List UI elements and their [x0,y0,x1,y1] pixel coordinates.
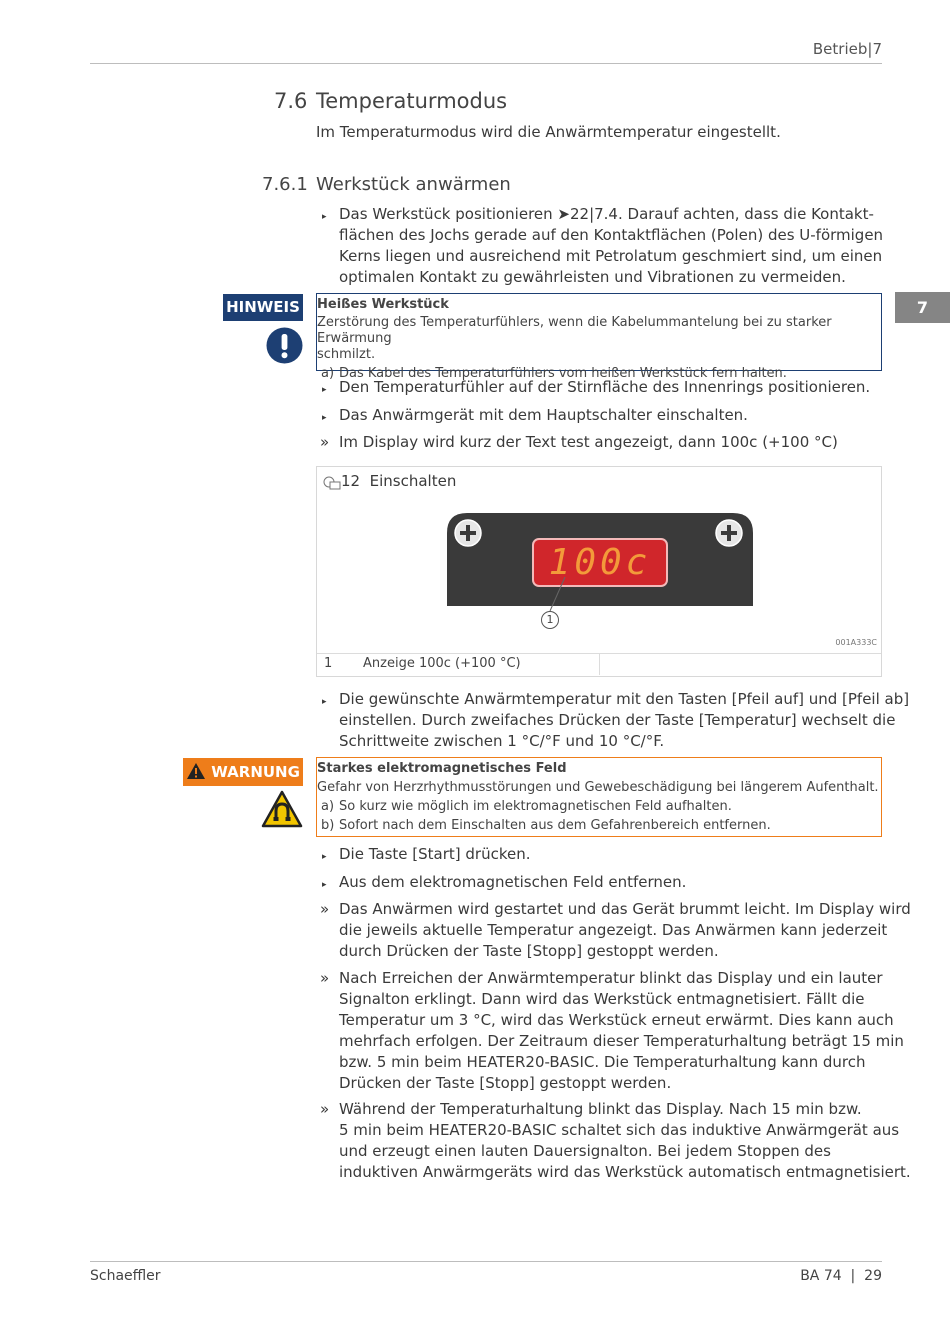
step-line: Während der Temperaturhaltung blinkt das Display. Nach 15 min bzw. [339,1100,862,1118]
running-header [813,40,882,58]
footer-doc: BA 74 [800,1268,842,1284]
result-step [316,432,882,453]
hinweis-title: Heißes Werkstück [317,297,449,312]
figure-number: 12 [341,472,361,490]
legend-number: 1 [324,656,333,671]
hinweis-badge: HINWEIS [223,294,303,321]
section-title: Temperaturmodus [316,89,508,113]
header-chapter: 7 [872,40,882,58]
bullet-marker: ▸ [322,385,327,395]
bullet-marker: ▸ [322,413,327,423]
step-line: Signalton erklingt. Dann wird das Werkstück entmagnetisiert. Fällt die [339,990,865,1008]
step-line: Temperatur um 3 °C, wird das Werkstück erneut erwärmt. Dies kann auch [339,1011,894,1029]
footer-rule [90,1261,882,1262]
step-line: Im Display wird kurz der Text test angezeigt, dann 100c (+100 °C) [339,433,838,451]
result-marker: » [320,433,330,451]
warnung-badge [183,758,303,786]
action-label: a) [321,799,335,814]
footer-page-info [800,1268,882,1284]
subsection-title: Werkstück anwärmen [316,174,511,195]
step-line: Schrittweite zwischen 1 °C/°F und 10 °C/°F. [339,732,665,750]
step-line: Drücken der Taste [Stopp] gestoppt werden. [339,1074,672,1092]
bullet-marker: ▸ [322,212,327,222]
step-line: und erzeugt einen lauten Dauersignalton. Bei jedem Stoppen des [339,1142,831,1160]
step-line: durch Drücken der Taste [Stopp] gestoppt werden. [339,942,719,960]
step-line: Die gewünschte Anwärmtemperatur mit den Tasten [Pfeil auf] und [Pfeil ab] [339,690,910,708]
bullet-marker: ▸ [322,880,327,890]
figure-callout-number: 1 [541,611,559,629]
result-step [316,899,911,962]
header-separator: | [867,40,873,58]
result-marker: » [320,900,330,918]
warnung-box [316,757,882,837]
instruction-step [316,405,882,426]
instruction-step [316,689,910,752]
step-line: induktiven Anwärmgeräts wird das Werkstück automatisch entmagnetisiert. [339,1163,911,1181]
section-number: 7.6 [274,89,308,113]
warnung-title: Starkes elektromagnetisches Feld [317,761,567,776]
legend-text: Anzeige 100c (+100 °C) [363,656,521,671]
hinweis-text-line: schmilzt. [317,347,376,362]
step-line: Nach Erreichen der Anwärmtemperatur blinkt das Display und ein lauter [339,969,883,987]
device-panel-drawing [447,513,753,606]
step-line: bzw. 5 min beim HEATER20-BASIC. Die Temperaturhaltung kann durch [339,1053,866,1071]
notice-exclamation-icon [266,327,303,364]
step-line: optimalen Kontakt zu gewährleisten und Vibrationen zu vermeiden. [339,268,846,286]
figure-caption [341,472,456,490]
plus-button-icon [716,520,742,546]
footer-page-number: 29 [864,1268,882,1284]
hinweis-text-line: Zerstörung des Temperaturfühlers, wenn die Kabelummantelung bei zu starker Erwärmung [317,315,832,346]
result-step [316,1099,911,1183]
result-marker: » [320,1100,330,1118]
chapter-side-tab: 7 [895,292,950,323]
figure-title: Einschalten [369,472,457,490]
plus-button-icon [455,520,481,546]
figure-frame [316,466,882,677]
magnetic-field-warning-icon [261,790,303,828]
action-label: a) [321,366,335,381]
instruction-step [316,377,882,398]
hinweis-box [316,293,882,381]
header-rule [90,63,882,64]
step-line: Den Temperaturfühler auf der Stirnfläche des Innenrings positionieren. [339,378,871,396]
header-section: Betrieb [812,40,868,58]
step-line: einstellen. Durch zweifaches Drücken der Taste [Temperatur] wechselt die [339,711,896,729]
step-line: 5 min beim HEATER20-BASIC schaltet sich das induktive Anwärmgerät aus [339,1121,900,1139]
warnung-action [317,797,881,816]
section-intro: Im Temperaturmodus wird die Anwärmtemperatur eingestellt. [316,123,781,141]
led-display-value: 100c [548,542,652,583]
bullet-marker: ▸ [322,852,327,862]
figure-icon [323,475,341,489]
action-text: Sofort nach dem Einschalten aus dem Gefahrenbereich entfernen. [339,818,771,833]
action-label: b) [321,818,335,833]
figure-code: 001A333C [835,638,877,647]
subsection-number: 7.6.1 [262,174,308,195]
step-line: die jeweils aktuelle Temperatur angezeigt. Das Anwärmen kann jederzeit [339,921,888,939]
step-line: Die Taste [Start] drücken. [339,845,531,863]
step-line: Das Werkstück positionieren ➤22|7.4. Darauf achten, dass die Kontakt- [339,205,874,223]
step-line: mehrfach erfolgen. Der Zeitraum dieser Temperaturhaltung beträgt 15 min [339,1032,904,1050]
step-line: Aus dem elektromagnetischen Feld entfernen. [339,873,687,891]
instruction-step [316,872,882,893]
footer-separator: | [850,1268,856,1284]
result-marker: » [320,969,330,987]
action-text: So kurz wie möglich im elektromagnetischen Feld aufhalten. [339,799,732,814]
step-line: flächen des Jochs gerade auf den Kontaktflächen (Polen) des U-förmigen [339,226,884,244]
action-text: Das Kabel des Temperaturfühlers vom heißen Werkstück fern halten. [339,366,787,381]
footer-brand: Schaeffler [90,1268,161,1284]
legend-column-divider [599,654,600,675]
bullet-marker: ▸ [322,697,327,707]
result-step [316,968,904,1094]
warnung-text: Gefahr von Herzrhythmusstörungen und Gewebeschädigung bei längerem Aufenthalt. [317,780,879,795]
instruction-step [316,844,882,865]
warnung-label: WARNUNG [211,763,300,781]
instruction-step [316,204,882,288]
warning-triangle-icon [186,761,206,789]
warnung-action [317,816,881,835]
step-line: Das Anwärmgerät mit dem Hauptschalter einschalten. [339,406,748,424]
step-line: Kerns liegen und ausreichend mit Petrolatum geschmiert sind, um einen [339,247,883,265]
step-line: Das Anwärmen wird gestartet und das Gerät brummt leicht. Im Display wird [339,900,911,918]
